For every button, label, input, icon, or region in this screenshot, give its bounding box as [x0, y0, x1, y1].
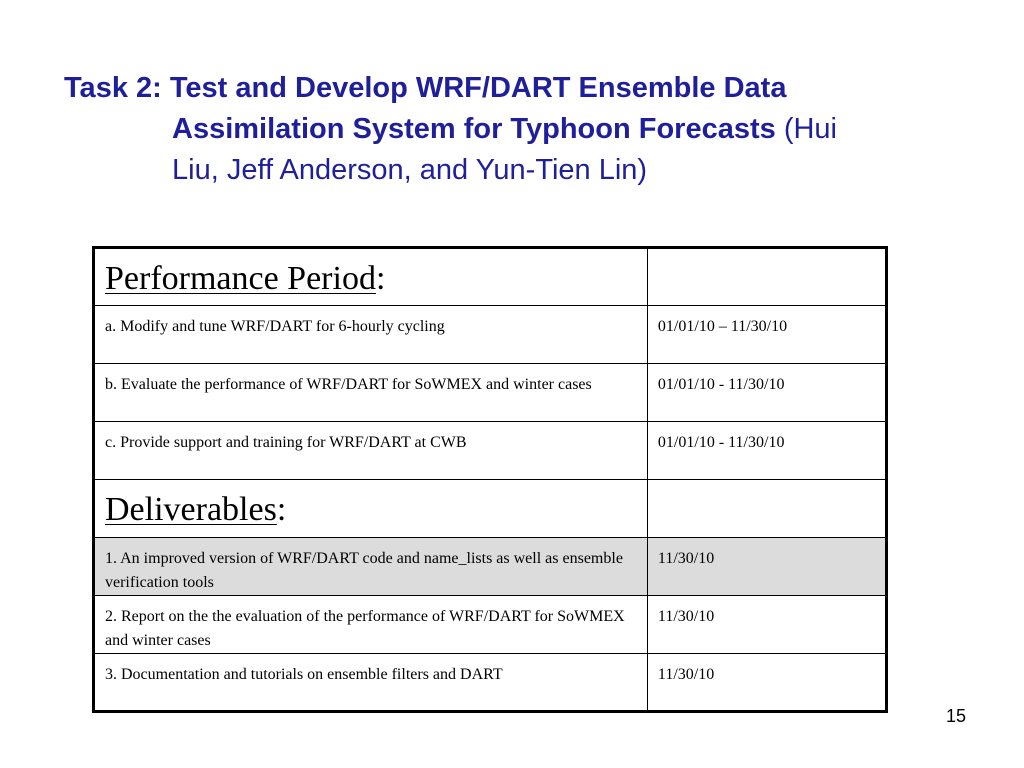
deliverables-colon: : — [276, 491, 287, 528]
title-line-1: Task 2: Test and Develop WRF/DART Ensemble Data — [64, 72, 787, 104]
deliverable-cell — [94, 538, 648, 596]
date-cell — [647, 654, 886, 712]
table-row — [94, 654, 887, 712]
deliverables-empty-cell — [647, 480, 886, 538]
date-text: 11/30/10 — [657, 666, 715, 683]
deliverables-cell — [94, 480, 648, 538]
date-cell — [647, 422, 886, 480]
task-cell — [94, 364, 648, 422]
date-text: 01/01/10 - 11/30/10 — [657, 376, 785, 393]
table-row — [94, 364, 887, 422]
date-cell — [647, 596, 886, 654]
table-row — [94, 306, 887, 364]
deliverable-cell — [94, 596, 648, 654]
deliverable-text: 1. An improved version of WRF/DART code and name_lists as well as ensemble verification tools — [105, 550, 623, 591]
deliverable-text: 2. Report on the the evaluation of the performance of WRF/DART for SoWMEX and winter cases — [105, 608, 625, 649]
date-cell — [647, 364, 886, 422]
deliverables-header-row — [94, 480, 887, 538]
table-row — [94, 538, 887, 596]
task-cell — [94, 422, 648, 480]
date-cell — [647, 306, 886, 364]
date-text: 11/30/10 — [657, 550, 715, 567]
title-line-3: Liu, Jeff Anderson, and Yun-Tien Lin) — [172, 154, 648, 186]
deliverable-text: 3. Documentation and tutorials on ensemble filters and DART — [105, 666, 503, 683]
slide-title — [64, 68, 984, 191]
date-text: 01/01/10 - 11/30/10 — [657, 434, 785, 451]
title-line-2-bold: Assimilation System for Typhoon Forecasts — [172, 113, 776, 145]
performance-period-empty-cell — [647, 248, 886, 306]
date-text: 11/30/10 — [657, 608, 715, 625]
performance-period-heading: Performance Period — [105, 260, 376, 297]
deliverables-heading: Deliverables — [105, 491, 277, 528]
title-line-2-rest: (Hui — [775, 113, 837, 145]
table-row — [94, 422, 887, 480]
title-line-2 — [64, 109, 984, 150]
deliverable-cell — [94, 654, 648, 712]
performance-period-header-row — [94, 248, 887, 306]
date-cell — [647, 538, 886, 596]
date-text: 01/01/10 – 11/30/10 — [657, 318, 788, 335]
task-text: a. Modify and tune WRF/DART for 6-hourly cycling — [105, 318, 445, 335]
performance-period-cell — [94, 248, 648, 306]
task-text: b. Evaluate the performance of WRF/DART for SoWMEX and winter cases — [105, 376, 592, 393]
performance-period-colon: : — [375, 260, 386, 297]
table-row — [94, 596, 887, 654]
page-number: 15 — [945, 706, 966, 726]
schedule-table — [92, 246, 888, 713]
task-text: c. Provide support and training for WRF/DART at CWB — [105, 434, 467, 451]
task-cell — [94, 306, 648, 364]
